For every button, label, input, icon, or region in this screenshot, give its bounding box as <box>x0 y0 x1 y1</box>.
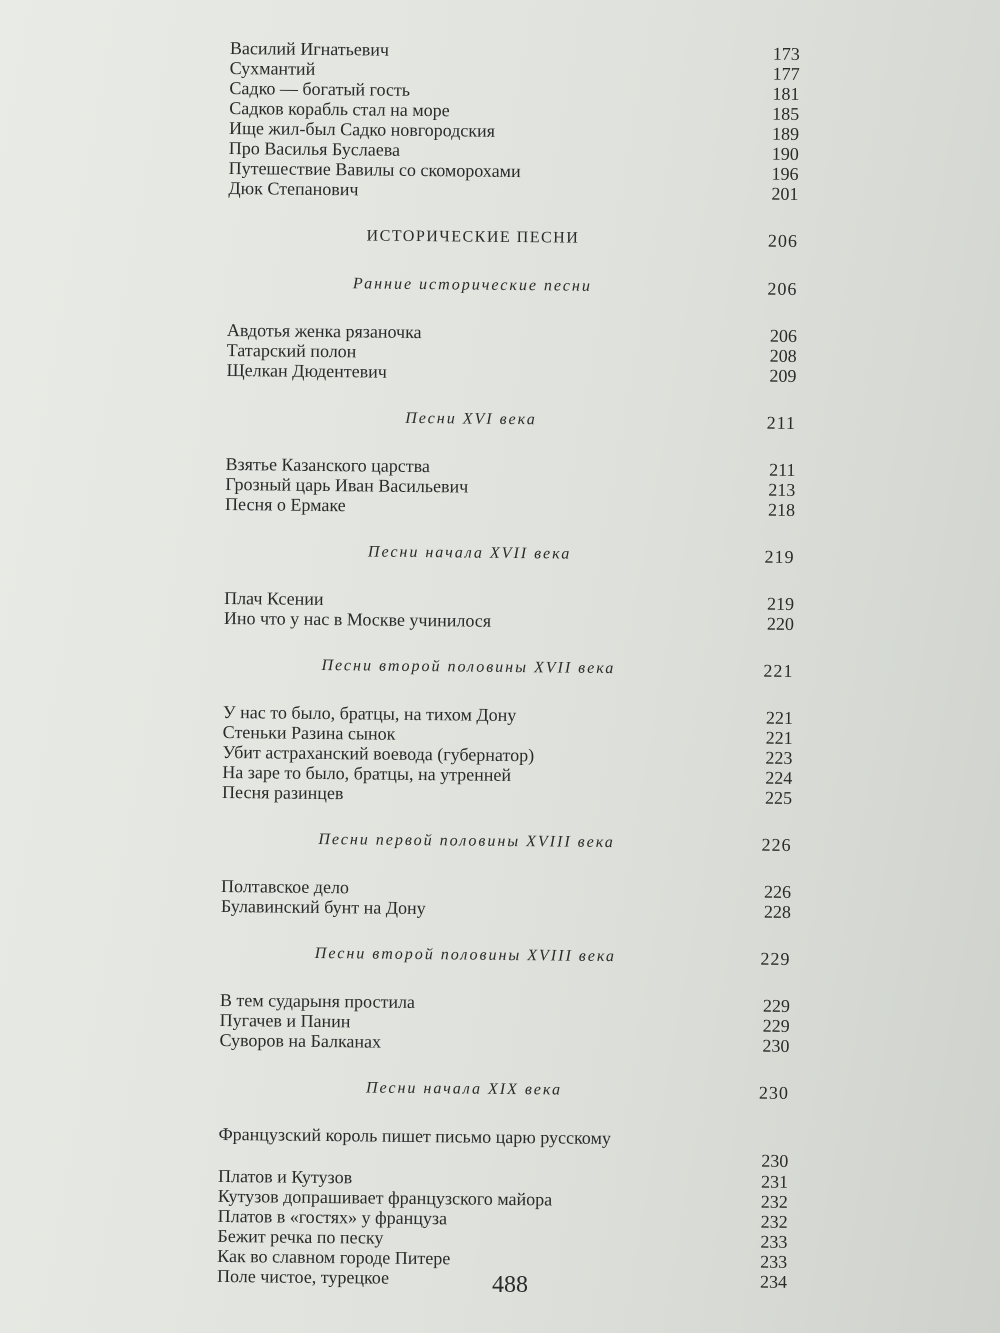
toc-section <box>217 1050 789 1292</box>
section-heading-title: Песни начала XVII века <box>367 543 572 563</box>
toc-entry-page: 228 <box>763 901 791 922</box>
toc-entry-title: Поле чистое, турецкое <box>216 1265 390 1288</box>
toc-entry-title: Путешествие Вавилы со скоморохами <box>228 157 521 182</box>
toc-entry-title: Кутузов допрашивает французского майора <box>217 1185 553 1210</box>
toc-entry-page: 221 <box>765 727 793 748</box>
toc-section <box>224 514 795 634</box>
toc-entry-page: 208 <box>769 345 797 366</box>
toc-entry-page: 230 <box>762 1035 790 1056</box>
toc-entry-title: Убит астраханский воевода (губернатор) <box>222 741 535 766</box>
table-of-contents <box>217 38 800 1292</box>
toc-entry-title: Садков корабль стал на море <box>229 97 450 121</box>
toc-entry-page: 211 <box>769 459 796 480</box>
toc-entry-page: 226 <box>763 881 792 902</box>
toc-entry-title: Грозный царь Иван Васильевич <box>225 473 469 497</box>
toc-entry-title: В тем сударыня простила <box>219 989 416 1012</box>
toc-entry-page: 223 <box>765 747 793 768</box>
toc-entry-page: 232 <box>760 1211 788 1232</box>
section-heading-page: 206 <box>767 230 799 251</box>
toc-entry-page: 233 <box>760 1231 788 1252</box>
toc-section <box>225 380 796 520</box>
toc-entry-title: Ино что у нас в Москве учинилося <box>223 607 492 631</box>
toc-entry-title: Бежит речка по песку <box>217 1225 384 1248</box>
section-heading-title: Песни второй половины XVII века <box>321 656 616 678</box>
section-heading-page: 219 <box>764 546 795 567</box>
section-heading-title: Песни XVI века <box>405 409 537 429</box>
section-heading-page: 221 <box>763 660 794 681</box>
page-number: 488 <box>492 1272 528 1298</box>
toc-entry-page: 218 <box>767 499 796 520</box>
toc-entry-title: Полтавское дело <box>221 875 350 898</box>
toc-entry-page: 229 <box>762 1015 790 1036</box>
toc-entry-title: Как во славном городе Питере <box>217 1245 451 1269</box>
section-heading-title: Ранние исторические песни <box>352 275 592 295</box>
toc-entry-title: На заре то было, братцы, на утренней <box>222 761 512 785</box>
toc-entry-page: 221 <box>765 707 794 728</box>
toc-entry-title: Татарский полон <box>226 339 357 362</box>
toc-section <box>226 246 797 386</box>
toc-entry-page: 234 <box>759 1271 788 1292</box>
toc-entry <box>218 1124 788 1172</box>
section-heading-page: 226 <box>761 834 792 855</box>
toc-section <box>228 38 800 204</box>
toc-section <box>219 916 790 1056</box>
toc-entry-title: Стеньки Разина сынок <box>222 721 396 744</box>
toc-entry-page: 189 <box>771 123 800 144</box>
section-heading-title: Песни первой половины XVIII века <box>318 830 615 852</box>
toc-entry-page: 224 <box>765 767 793 788</box>
toc-entry-page: 219 <box>767 593 795 614</box>
section-heading-page: 229 <box>760 948 791 969</box>
section-heading-page: 211 <box>766 412 797 433</box>
toc-entry-page: 229 <box>762 995 790 1016</box>
section-heading-title: Песни второй половины XVIII века <box>314 944 617 966</box>
toc-entry-title: Суворов на Балканах <box>219 1029 382 1052</box>
toc-entry-title: Василий Игнатьевич <box>229 38 390 60</box>
toc-entry-page: 230 <box>761 1150 789 1171</box>
section-heading-title: ИСТОРИЧЕСКИЕ ПЕСНИ <box>366 227 580 247</box>
toc-entry-page: 213 <box>768 479 796 500</box>
toc-entry-page: 231 <box>760 1171 789 1192</box>
toc-entry-title: Авдотья женка рязаночка <box>226 319 422 343</box>
section-heading-title: Песни начала XIX века <box>365 1079 563 1099</box>
toc-entry-title: Сухмантий <box>229 57 316 79</box>
toc-section <box>222 628 794 808</box>
toc-entry-page: 196 <box>771 163 799 184</box>
toc-entry-page: 190 <box>771 143 799 164</box>
toc-entry-title: Платов в «гостях» у француза <box>217 1205 448 1229</box>
toc-entry-page: 173 <box>772 43 800 64</box>
toc-entry-page: 209 <box>769 365 797 386</box>
toc-entry-title: Булавинский бунт на Дону <box>220 895 426 919</box>
toc-entry-page: 185 <box>772 103 800 124</box>
toc-entry-title: Песня разинцев <box>221 781 344 804</box>
toc-section <box>228 198 798 252</box>
toc-entry-title: Платов и Кутузов <box>217 1165 353 1188</box>
toc-entry-page: 233 <box>760 1251 788 1272</box>
toc-entry-title: Про Василья Буслаева <box>228 137 401 160</box>
toc-entry-page: 181 <box>772 83 800 104</box>
toc-entry-page: 177 <box>772 63 800 84</box>
toc-entry-page: 225 <box>764 787 793 808</box>
toc-entry-title: Пугачев и Панин <box>219 1009 351 1032</box>
toc-entry-title: Песня о Ермаке <box>225 493 346 516</box>
section-heading-page: 206 <box>767 278 798 299</box>
toc-entry-title: Ище жил-был Садко новгородския <box>228 117 496 141</box>
toc-entry-page: 232 <box>760 1191 788 1212</box>
toc-entry-page: 201 <box>771 183 799 204</box>
toc-section <box>221 802 792 922</box>
toc-entry-title: Французский король пишет письмо царю русскому <box>218 1123 612 1149</box>
toc-entry-title: Плач Ксении <box>224 587 324 610</box>
toc-entry-page: 220 <box>766 613 794 634</box>
toc-entry-title: У нас то было, братцы, на тихом Дону <box>222 701 517 726</box>
toc-entry-page: 206 <box>769 325 798 346</box>
toc-entry-title: Садко — богатый гость <box>229 77 411 100</box>
toc-entry-title: Дюк Степанович <box>228 177 359 200</box>
section-heading-page: 230 <box>758 1082 790 1103</box>
toc-entry-title: Щелкан Дюдентевич <box>226 359 387 382</box>
toc-entry-title: Взятье Казанского царства <box>225 453 431 477</box>
